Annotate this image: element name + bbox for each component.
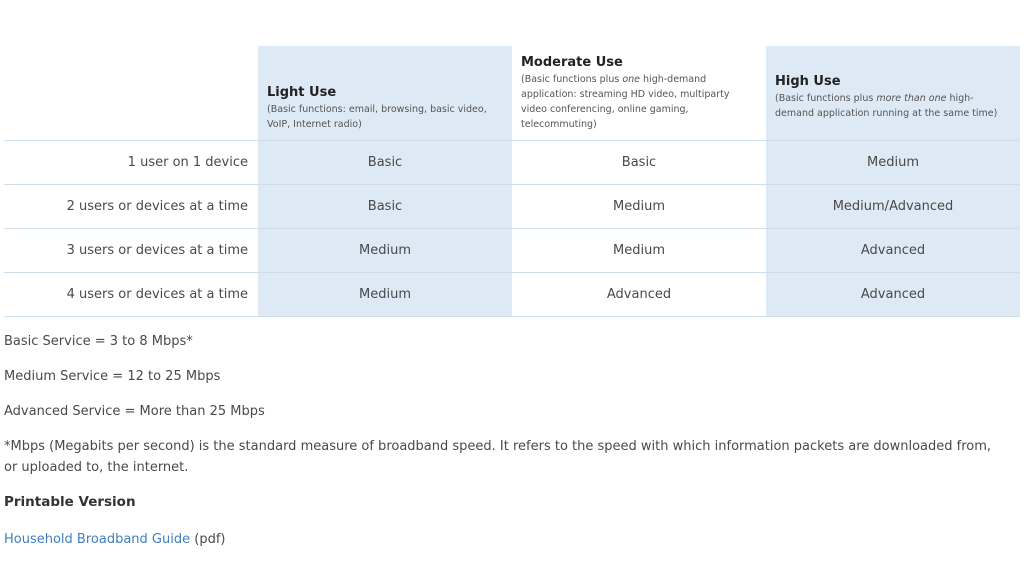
- table-row: [4, 141, 1020, 185]
- table-cell: Medium/Advanced: [766, 185, 1020, 229]
- column-title: High Use: [775, 74, 841, 89]
- broadband-usage-table-wrapper: [4, 46, 1020, 317]
- row-label: 1 user on 1 device: [4, 141, 258, 185]
- column-title: Light Use: [267, 85, 337, 100]
- table-cell: Medium: [512, 185, 766, 229]
- row-label: 3 users or devices at a time: [4, 229, 258, 273]
- table-cell: Advanced: [766, 229, 1020, 273]
- column-description: (Basic functions plus more than one high-demand application running at the same time): [775, 93, 998, 119]
- guide-download-line: [4, 532, 225, 547]
- table-cell: Advanced: [766, 273, 1020, 317]
- header-moderate-use: [512, 46, 766, 141]
- table-cell: Medium: [512, 229, 766, 273]
- table-row: [4, 185, 1020, 229]
- header-empty-cell: [4, 46, 258, 141]
- table-row: [4, 229, 1020, 273]
- legend-basic-service: Basic Service = 3 to 8 Mbps*: [4, 334, 193, 349]
- table-cell: Basic: [258, 185, 512, 229]
- row-label: 2 users or devices at a time: [4, 185, 258, 229]
- file-type-label: (pdf): [190, 532, 226, 547]
- printable-version-heading: Printable Version: [4, 494, 136, 510]
- table-header-row: [4, 46, 1020, 141]
- broadband-usage-table: [4, 46, 1020, 317]
- column-title: Moderate Use: [521, 55, 623, 70]
- header-light-use: [258, 46, 512, 141]
- table-cell: Advanced: [512, 273, 766, 317]
- household-broadband-guide-link[interactable]: Household Broadband Guide: [4, 532, 191, 547]
- legend-medium-service: Medium Service = 12 to 25 Mbps: [4, 369, 221, 384]
- mbps-footnote: *Mbps (Megabits per second) is the standard measure of broadband speed. It refers to the speed with which information packets are downloaded from, or uploaded to, the internet.: [4, 439, 992, 475]
- legend-advanced-service: Advanced Service = More than 25 Mbps: [4, 404, 265, 419]
- table-cell: Basic: [258, 141, 512, 185]
- table-cell: Basic: [512, 141, 766, 185]
- table-row: [4, 273, 1020, 317]
- row-label: 4 users or devices at a time: [4, 273, 258, 317]
- header-high-use: [766, 46, 1020, 141]
- table-cell: Medium: [258, 273, 512, 317]
- column-description: (Basic functions: email, browsing, basic video, VoIP, Internet radio): [267, 104, 487, 130]
- table-cell: Medium: [766, 141, 1020, 185]
- column-description: (Basic functions plus one high-demand application: streaming HD video, multiparty video conferencing, online gaming, telecommuting): [521, 74, 730, 130]
- table-cell: Medium: [258, 229, 512, 273]
